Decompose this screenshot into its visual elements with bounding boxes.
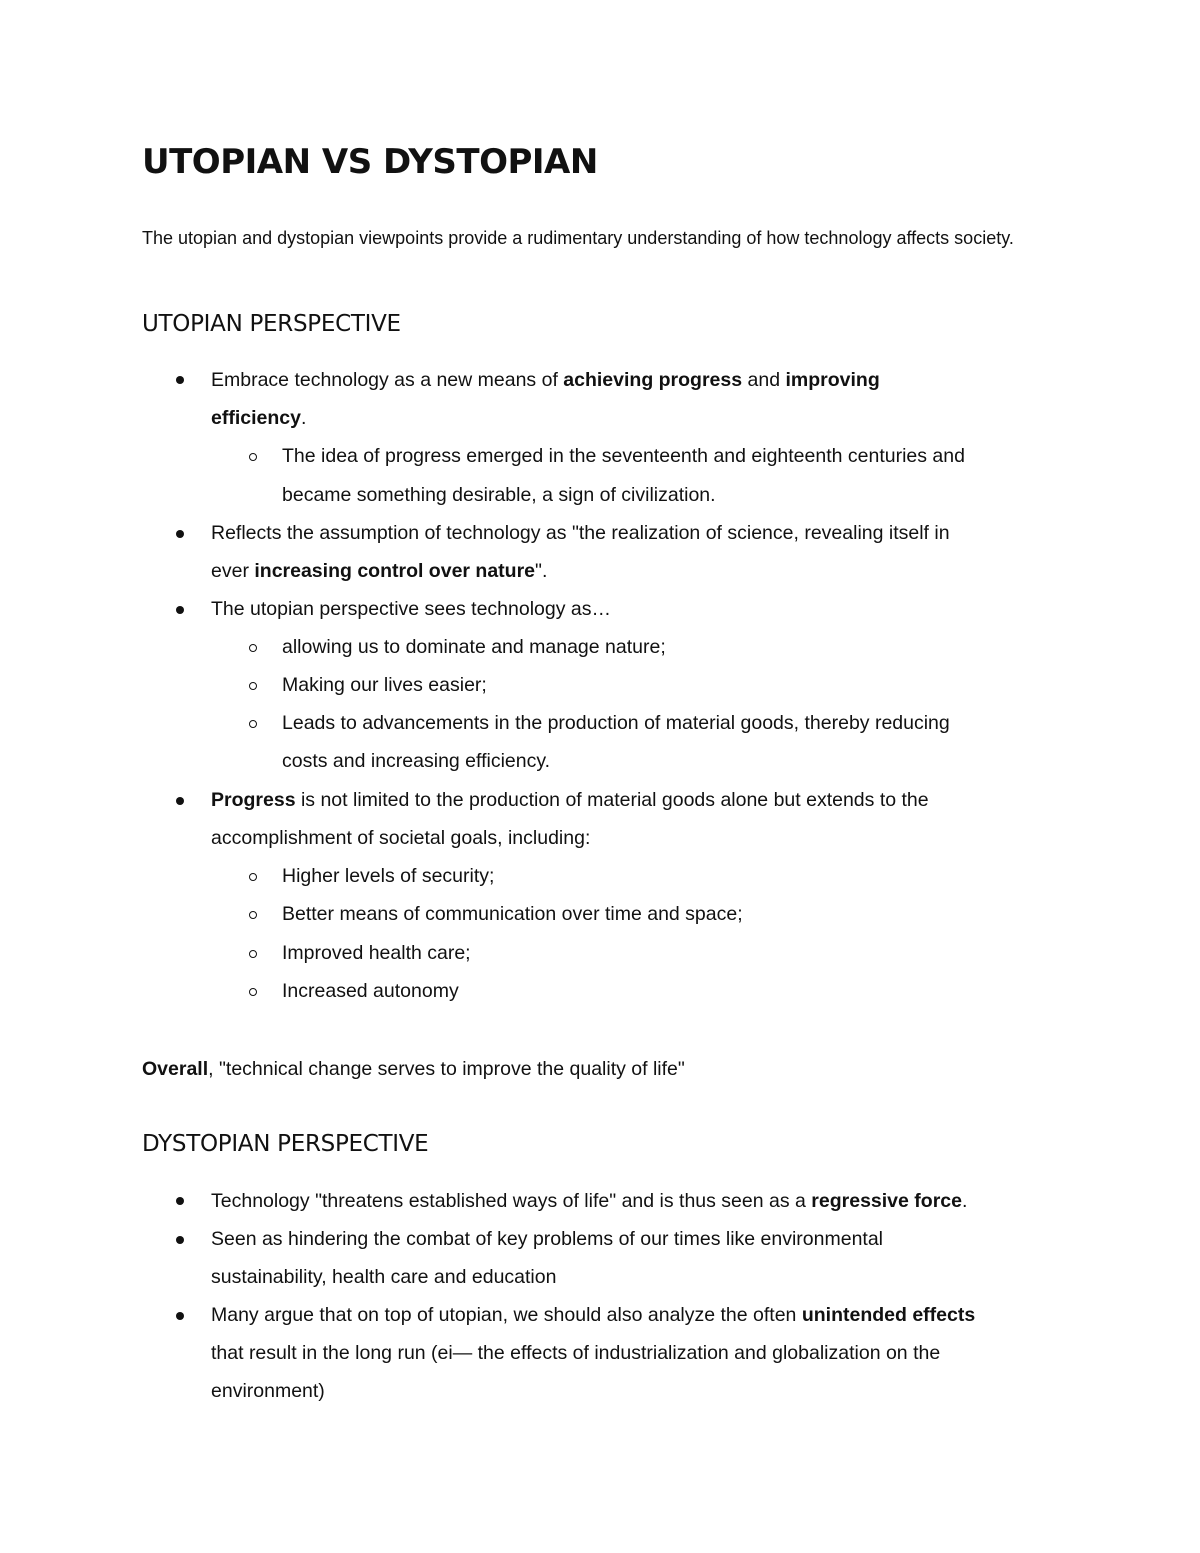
bullet-disc-icon bbox=[176, 797, 184, 805]
intro-paragraph: The utopian and dystopian viewpoints provide a rudimentary understanding of how technology affects society. bbox=[142, 228, 1014, 248]
utopian-bullet-4-sub-3: Improved health care; bbox=[282, 942, 471, 964]
bullet-disc-icon bbox=[176, 1312, 184, 1320]
utopian-bullet-4-sub-2: Better means of communication over time and space; bbox=[282, 903, 743, 925]
document-title: UTOPIAN VS DYSTOPIAN bbox=[142, 142, 598, 182]
bullet-circle-icon bbox=[249, 682, 257, 690]
dystopian-bullet-2-line-1: Seen as hindering the combat of key problems of our times like environmental bbox=[211, 1228, 884, 1250]
utopian-bullet-4-line-1: Progress is not limited to the production of material goods alone but extends to the bbox=[211, 789, 929, 811]
utopian-bullet-1-sub-line-1: The idea of progress emerged in the seventeenth and eighteenth centuries and bbox=[282, 445, 965, 467]
utopian-bullet-3-sub-3-line-1: Leads to advancements in the production of material goods, thereby reducing bbox=[282, 712, 950, 734]
utopian-bullet-4-sub-4: Increased autonomy bbox=[282, 980, 459, 1002]
utopian-bullet-3-sub-1: allowing us to dominate and manage nature; bbox=[282, 636, 666, 658]
bullet-disc-icon bbox=[176, 1197, 184, 1205]
bullet-circle-icon bbox=[249, 720, 257, 728]
dystopian-bullet-2-line-2: sustainability, health care and education bbox=[211, 1266, 557, 1288]
dystopian-bullet-3-line-1: Many argue that on top of utopian, we should also analyze the often unintended effects bbox=[211, 1304, 976, 1326]
overall-statement: Overall, "technical change serves to improve the quality of life" bbox=[142, 1058, 685, 1080]
utopian-bullet-3: The utopian perspective sees technology as… bbox=[211, 598, 611, 620]
bullet-circle-icon bbox=[249, 950, 257, 958]
utopian-bullet-3-sub-2: Making our lives easier; bbox=[282, 674, 487, 696]
utopian-bullet-4-line-2: accomplishment of societal goals, including: bbox=[211, 827, 591, 849]
bullet-circle-icon bbox=[249, 453, 257, 461]
bullet-circle-icon bbox=[249, 988, 257, 996]
utopian-bullet-3-sub-3-line-2: costs and increasing efficiency. bbox=[282, 750, 551, 772]
dystopian-bullet-1: Technology "threatens established ways of life" and is thus seen as a regressive force. bbox=[211, 1190, 968, 1212]
utopian-heading: UTOPIAN PERSPECTIVE bbox=[142, 311, 401, 337]
bullet-disc-icon bbox=[176, 376, 184, 384]
bullet-circle-icon bbox=[249, 911, 257, 919]
utopian-bullet-4-sub-1: Higher levels of security; bbox=[282, 865, 495, 887]
dystopian-bullet-3-line-2: that result in the long run (ei— the effects of industrialization and globalization on the bbox=[211, 1342, 941, 1364]
dystopian-bullet-3-line-3: environment) bbox=[211, 1380, 325, 1402]
bullet-circle-icon bbox=[249, 644, 257, 652]
utopian-bullet-1-sub-line-2: became something desirable, a sign of civilization. bbox=[282, 484, 716, 506]
bullet-circle-icon bbox=[249, 873, 257, 881]
utopian-bullet-1-line-2: efficiency. bbox=[211, 407, 307, 429]
bullet-disc-icon bbox=[176, 1236, 184, 1244]
dystopian-heading: DYSTOPIAN PERSPECTIVE bbox=[142, 1131, 429, 1157]
bullet-disc-icon bbox=[176, 606, 184, 614]
utopian-bullet-1-line-1: Embrace technology as a new means of achieving progress and improving bbox=[211, 369, 880, 391]
utopian-bullet-2-line-1: Reflects the assumption of technology as "the realization of science, revealing itself in bbox=[211, 522, 950, 544]
bullet-disc-icon bbox=[176, 530, 184, 538]
utopian-bullet-2-line-2: ever increasing control over nature". bbox=[211, 560, 548, 582]
